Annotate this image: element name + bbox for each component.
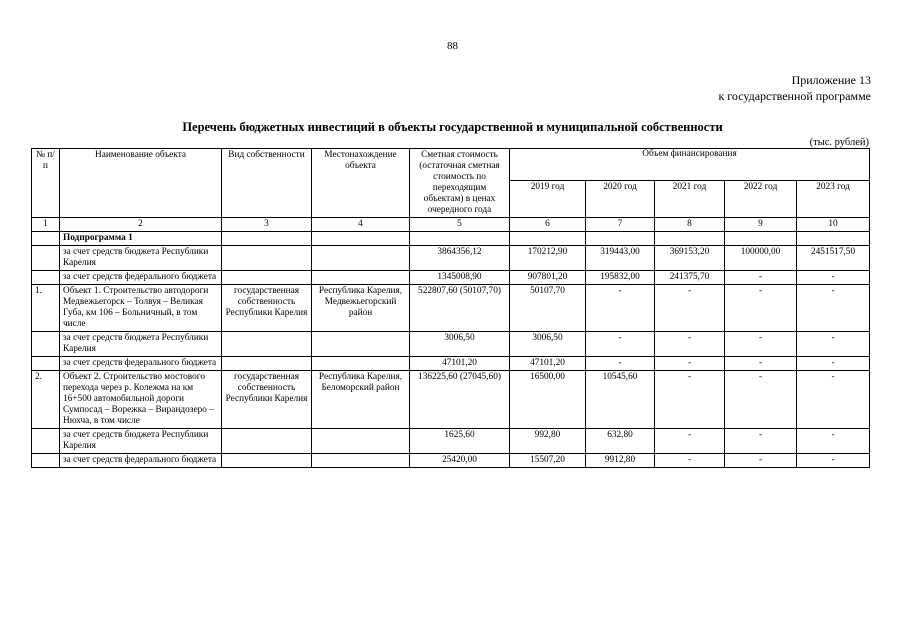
financing-2023: -	[797, 429, 870, 454]
header-name: Наименование объекта	[60, 149, 222, 218]
location: Республика Карелия, Медвежьегорский район	[312, 285, 410, 332]
financing-2019: 15507,20	[510, 454, 586, 468]
investment-table	[31, 148, 870, 468]
column-number: 5	[410, 218, 510, 232]
estimated-cost: 3006,50	[410, 332, 510, 357]
ownership: государственная собственность Республики Карелия	[222, 371, 312, 429]
financing-2020: 195832,00	[586, 271, 655, 285]
row-number: 1.	[32, 285, 60, 332]
financing-2023: -	[797, 285, 870, 332]
financing-2021: 241375,70	[655, 271, 725, 285]
object-name: Объект 1. Строительство автодороги Медвежьегорск – Толвуя – Великая Губа, км 106 – Больничный, в том числе	[60, 285, 222, 332]
column-number: 1	[32, 218, 60, 232]
column-number: 8	[655, 218, 725, 232]
header-2023: 2023 год	[797, 180, 870, 217]
header-cost: Сметная стоимость (остаточная сметная стоимость по переходящим объектам) в ценах очередного года	[410, 149, 510, 218]
header-num: № п/п	[32, 149, 60, 218]
financing-2022: -	[725, 371, 797, 429]
financing-2020: -	[586, 332, 655, 357]
ownership	[222, 246, 312, 271]
row-number	[32, 429, 60, 454]
row-number: 2.	[32, 371, 60, 429]
financing-2019: 992,80	[510, 429, 586, 454]
table-row	[32, 371, 870, 429]
table-row	[32, 429, 870, 454]
financing-2019: 47101,20	[510, 357, 586, 371]
financing-2020: 9912,80	[586, 454, 655, 468]
financing-2023: -	[797, 271, 870, 285]
estimated-cost: 1625,60	[410, 429, 510, 454]
document-title: Перечень бюджетных инвестиций в объекты государственной и муниципальной собственности	[182, 120, 723, 134]
page-number: 88	[447, 40, 458, 52]
financing-2021: -	[655, 332, 725, 357]
estimated-cost: 47101,20	[410, 357, 510, 371]
location	[312, 332, 410, 357]
table-row	[32, 285, 870, 332]
header-2022: 2022 год	[725, 180, 797, 217]
header-location: Местонахождение объекта	[312, 149, 410, 218]
financing-2023: -	[797, 357, 870, 371]
row-number	[32, 246, 60, 271]
header-financing: Объем финансирования	[510, 149, 870, 181]
column-number: 7	[586, 218, 655, 232]
row-number	[32, 332, 60, 357]
column-numbers-row	[32, 218, 870, 232]
financing-2023: -	[797, 332, 870, 357]
column-number: 9	[725, 218, 797, 232]
financing-2019: 3006,50	[510, 332, 586, 357]
units-label: (тыс. рублей)	[809, 137, 869, 148]
header-2019: 2019 год	[510, 180, 586, 217]
financing-2022: -	[725, 454, 797, 468]
table-row	[32, 246, 870, 271]
financing-2022: -	[725, 429, 797, 454]
ownership	[222, 357, 312, 371]
table-body	[32, 246, 870, 468]
financing-2022: -	[725, 285, 797, 332]
column-number: 3	[222, 218, 312, 232]
object-name: за счет средств бюджета Республики Карелия	[60, 429, 222, 454]
header-ownership: Вид собственности	[222, 149, 312, 218]
estimated-cost: 522807,60 (50107,70)	[410, 285, 510, 332]
header-2020: 2020 год	[586, 180, 655, 217]
subprogram-title: Подпрограмма 1	[60, 232, 222, 246]
location	[312, 246, 410, 271]
row-number	[32, 357, 60, 371]
financing-2022: -	[725, 332, 797, 357]
financing-2021: -	[655, 285, 725, 332]
table-header	[32, 149, 870, 246]
estimated-cost: 3864356,12	[410, 246, 510, 271]
location	[312, 429, 410, 454]
financing-2019: 16500,00	[510, 371, 586, 429]
ownership	[222, 454, 312, 468]
financing-2019: 907801,20	[510, 271, 586, 285]
financing-2021: -	[655, 454, 725, 468]
object-name: за счет средств федерального бюджета	[60, 357, 222, 371]
financing-2023: 2451517,50	[797, 246, 870, 271]
row-number	[32, 271, 60, 285]
object-name: за счет средств федерального бюджета	[60, 454, 222, 468]
subprogram-row	[32, 232, 870, 246]
header-2021: 2021 год	[655, 180, 725, 217]
estimated-cost: 25420,00	[410, 454, 510, 468]
location: Республика Карелия, Беломорский район	[312, 371, 410, 429]
financing-2022: 100000,00	[725, 246, 797, 271]
object-name: за счет средств бюджета Республики Карелия	[60, 246, 222, 271]
financing-2023: -	[797, 454, 870, 468]
location	[312, 454, 410, 468]
column-number: 4	[312, 218, 410, 232]
financing-2019: 170212,90	[510, 246, 586, 271]
financing-2021: -	[655, 371, 725, 429]
object-name: за счет средств федерального бюджета	[60, 271, 222, 285]
financing-2021: -	[655, 429, 725, 454]
financing-2021: 369153,20	[655, 246, 725, 271]
location	[312, 271, 410, 285]
financing-2023: -	[797, 371, 870, 429]
location	[312, 357, 410, 371]
appendix-line2: к государственной программе	[718, 89, 871, 103]
financing-2020: 319443,00	[586, 246, 655, 271]
financing-2019: 50107,70	[510, 285, 586, 332]
object-name: за счет средств бюджета Республики Карелия	[60, 332, 222, 357]
financing-2022: -	[725, 271, 797, 285]
row-number	[32, 454, 60, 468]
financing-2020: 10545,60	[586, 371, 655, 429]
ownership	[222, 332, 312, 357]
financing-2020: 632,80	[586, 429, 655, 454]
column-number: 2	[60, 218, 222, 232]
table-row	[32, 454, 870, 468]
table-row	[32, 332, 870, 357]
financing-2020: -	[586, 357, 655, 371]
estimated-cost: 136225,60 (27045,60)	[410, 371, 510, 429]
object-name: Объект 2. Строительство мостового перехода через р. Колежма на км 16+500 автомобильной дороги Сумпосад – Ворежка – Вирандозеро – Нюхча, в том числе	[60, 371, 222, 429]
financing-2021: -	[655, 357, 725, 371]
ownership: государственная собственность Республики Карелия	[222, 285, 312, 332]
financing-2020: -	[586, 285, 655, 332]
appendix-line1: Приложение 13	[791, 73, 871, 87]
column-number: 10	[797, 218, 870, 232]
appendix-note	[718, 72, 871, 104]
table-row	[32, 271, 870, 285]
ownership	[222, 429, 312, 454]
estimated-cost: 1345008,90	[410, 271, 510, 285]
ownership	[222, 271, 312, 285]
financing-2022: -	[725, 357, 797, 371]
column-number: 6	[510, 218, 586, 232]
table-row	[32, 357, 870, 371]
